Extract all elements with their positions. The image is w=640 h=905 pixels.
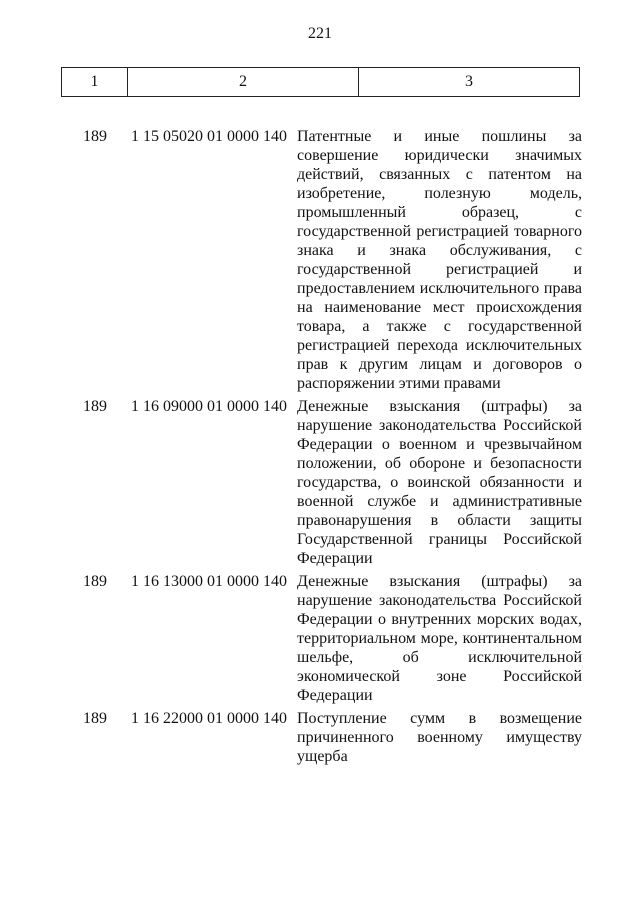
row-number: 189 xyxy=(83,398,107,415)
row-number: 189 xyxy=(83,573,107,590)
row-description: Денежные взыскания (штрафы) за нарушение законодательства Российской Федерации о внутренних морских водах, территориальном море, континентальном шельфе, об исключительной экономической зоне Российской Федерации xyxy=(297,573,582,704)
column-header-1: 1 xyxy=(62,68,128,97)
column-header-table xyxy=(61,67,580,97)
row-code: 1 15 05020 01 0000 140 xyxy=(131,128,287,145)
row-description: Поступление сумм в возмещение причиненного военному имуществу ущерба xyxy=(297,710,582,765)
row-number: 189 xyxy=(83,128,107,145)
page-number: 221 xyxy=(308,25,332,42)
row-code: 1 16 13000 01 0000 140 xyxy=(131,573,287,590)
table-row xyxy=(61,127,586,393)
row-number: 189 xyxy=(83,710,107,727)
budget-code-list xyxy=(61,127,586,770)
row-code: 1 16 09000 01 0000 140 xyxy=(131,398,287,415)
row-description: Денежные взыскания (штрафы) за нарушение законодательства Российской Федерации о военном и чрезвычайном положении, об обороне и безопасности государства, о воинской обязанности и военной службе и административные правонарушения в области защиты Государственной границы Российской Федерации xyxy=(297,398,582,567)
column-header-2: 2 xyxy=(128,68,359,97)
table-row xyxy=(61,572,586,705)
table-row xyxy=(61,397,586,568)
column-header-3: 3 xyxy=(359,68,580,97)
row-code: 1 16 22000 01 0000 140 xyxy=(131,710,287,727)
column-header-row xyxy=(62,68,580,97)
row-description: Патентные и иные пошлины за совершение юридически значимых действий, связанных с патентом на изобретение, полезную модель, промышленный образец, с государственной регистрацией товарного знака и знака обслуживания, с государственной регистрацией и предоставлением исключительного права на наименование мест происхождения товара, а также с государственной регистрацией перехода исключительных прав к другим лицам и договоров о распоряжении этими правами xyxy=(297,128,582,392)
table-row xyxy=(61,709,586,766)
